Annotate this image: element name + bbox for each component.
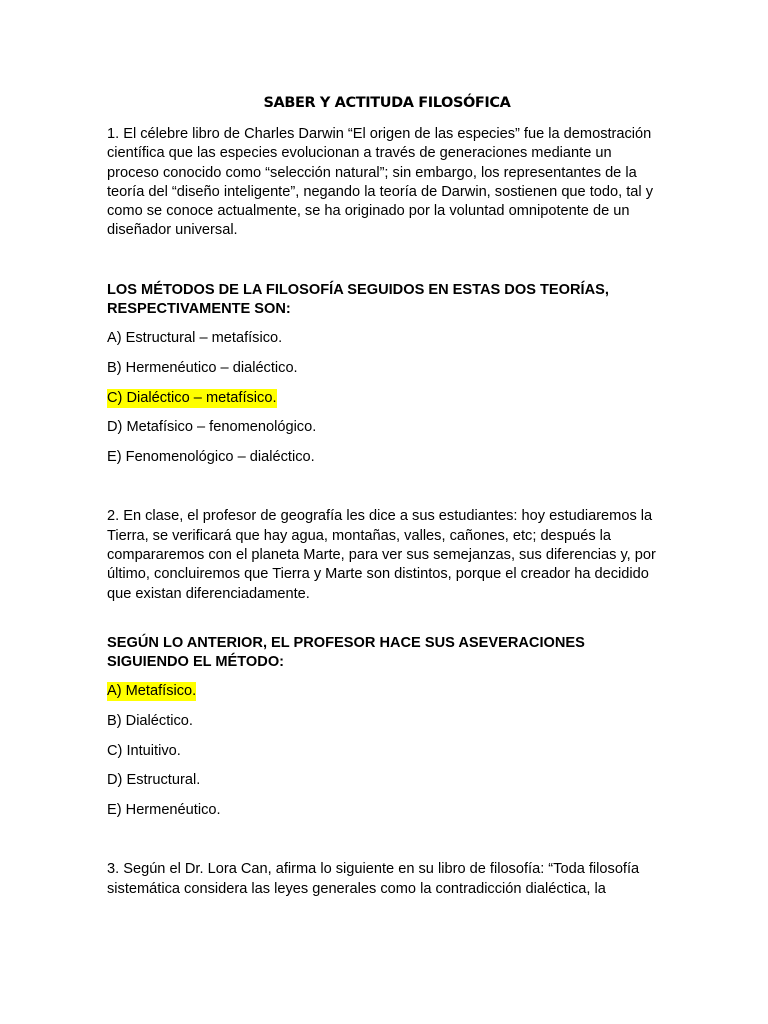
question-2-option-c: C) Intuitivo. <box>107 742 181 759</box>
question-1-heading: LOS MÉTODOS DE LA FILOSOFÍA SEGUIDOS EN ESTAS DOS TEORÍAS, RESPECTIVAMENTE SON: <box>107 281 609 318</box>
question-1-option-b: B) Hermenéutico – dialéctico. <box>107 359 298 376</box>
question-3-text: 3. Según el Dr. Lora Can, afirma lo siguiente en su libro de filosofía: “Toda filosofía sistemática considera las leyes generales como la contradicción dialéctica, la <box>107 861 640 897</box>
document-title: SABER Y ACTITUDA FILOSÓFICA <box>263 95 511 111</box>
question-1-option-c-highlighted: C) Dialéctico – metafísico. <box>107 389 277 406</box>
question-2-option-b: B) Dialéctico. <box>107 713 193 730</box>
question-1-option-d: D) Metafísico – fenomenológico. <box>107 419 317 436</box>
document-content <box>107 91 667 899</box>
question-2-option-d: D) Estructural. <box>107 772 201 789</box>
question-2-options <box>107 682 667 819</box>
question-2-heading: SEGÚN LO ANTERIOR, EL PROFESOR HACE SUS ASEVERACIONES SIGUIENDO EL MÉTODO: <box>107 634 585 671</box>
question-2-option-a-highlighted: A) Metafísico. <box>107 683 197 700</box>
question-1-options <box>107 329 667 466</box>
question-1-option-a: A) Estructural – metafísico. <box>107 330 283 347</box>
question-2-option-e: E) Hermenéutico. <box>107 801 221 818</box>
question-1-text: 1. El célebre libro de Charles Darwin “El origen de las especies” fue la demostración científica que las especies evolucionan a través de generaciones mediante un proceso conocido como “selección natural”; sin embargo, los representantes de la teoría del “diseño inteligente”, negando la teoría de Darwin, sostienen que todo, tal y como se conoce actualmente, se ha originado por la voluntad omnipotente de un diseñador universal. <box>107 126 653 239</box>
question-1-option-e: E) Fenomenológico – dialéctico. <box>107 448 315 465</box>
question-2-text: 2. En clase, el profesor de geografía les dice a sus estudiantes: hoy estudiaremos la Tierra, se verificará que hay agua, montañas, valles, cañones, etc; después la compararemos con el planeta Marte, para ver sus semejanzas, sus diferencias y, por último, concluiremos que Tierra y Marte son distintos, porque el creador ha decidido que existan diferenciadamente. <box>107 508 656 602</box>
